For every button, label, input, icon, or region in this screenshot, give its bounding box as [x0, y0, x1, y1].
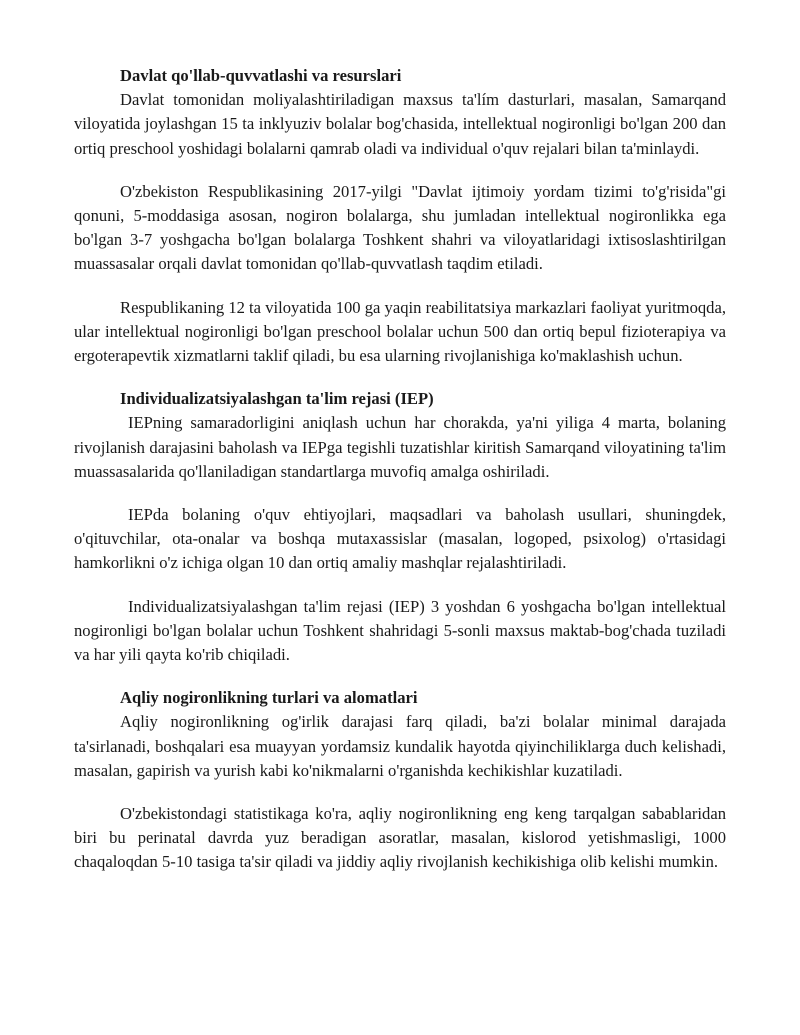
paragraph: O'zbekiston Respublikasining 2017-yilgi "Davlat ijtimoiy yordam tizimi to'g'risida"gi qonuni, 5-moddasiga asosan, nogiron bolalarga, shu jumladan intellektual nogironlikka ega bo'lgan 3-7 yoshgacha bo'lgan bolalarga Toshkent shahri va viloyatlaridagi ixtisoslashtirilgan muassasalar orqali davlat tomonidan qo'llab-quvvatlash taqdim etiladi. [74, 181, 726, 274]
section-heading: Aqliy nogironlikning turlari va alomatlari [120, 688, 418, 708]
section-heading: Davlat qo'llab-quvvatlashi va resurslari [120, 66, 402, 85]
document-page [74, 64, 726, 875]
paragraph: IEPda bolaning o'quv ehtiyojlari, maqsadlari va baholash usullari, shuningdek, o'qituvchilar, ota-onalar va boshqa mutaxassislar (masalan, logoped, psixolog) o'rtasidagi hamkorlikni o'z ichiga olgan 10 dan ortiq amaliy mashqlar rejalashtiriladi. [74, 505, 726, 573]
paragraph: Respublikaning 12 ta viloyatida 100 ga yaqin reabilitatsiya markazlari faoliyat yuritmoqda, ular intellektual nogironligi bo'lgan preschool bolalar uchun 500 dan ortiq bepul fizioterapiya va ergoterapevtik xizmatlarni taklif qiladi, bu esa ularning rivojlanishiga ko'maklashish uchun. [74, 297, 726, 366]
section-iep [74, 387, 726, 667]
section-spacer [74, 368, 726, 387]
section-spacer [74, 667, 726, 686]
paragraph-spacer [74, 277, 726, 296]
paragraph-spacer [74, 783, 726, 802]
paragraph: IEPning samaradorligini aniqlash uchun har chorakda, ya'ni yiliga 4 marta, bolaning rivojlanish darajasini baholash va IEPga tegishli tuzatishlar kiritish Samarqand viloyatining ta'lim muassasalarida qo'llaniladigan standartlarga muvofiq amalga oshiriladi. [74, 413, 726, 481]
paragraph: Individualizatsiyalashgan ta'lim rejasi (IEP) 3 yoshdan 6 yoshgacha bo'lgan intellektual nogironligi bo'lgan bolalar uchun Toshkent shahridagi 5-sonli maxsus maktab-bog'chada tuziladi va har yili qayta ko'rib chiqiladi. [74, 596, 726, 665]
paragraph-spacer [74, 576, 726, 595]
section-state-support [74, 64, 726, 368]
paragraph-spacer [74, 161, 726, 180]
paragraph: O'zbekistondagi statistikaga ko'ra, aqliy nogironlikning eng keng tarqalgan sabablaridan biri bu perinatal davrda yuz beradigan asoratlar, masalan, kislorod yetishmasligi, 1000 chaqaloqdan 5-10 tasiga ta'sir qiladi va jiddiy aqliy rivojlanish kechikishiga olib kelishi mumkin. [74, 804, 726, 872]
paragraph: Davlat tomonidan moliyalashtiriladigan maxsus ta'lím dasturlari, masalan, Samarqand viloyatida joylashgan 15 ta inklyuziv bolalar bog'chasida, intellektual nogironligi bo'lgan 200 dan ortiq preschool yoshidagi bolalarni qamrab oladi va individual o'quv rejalari bilan ta'minlaydi. [74, 90, 726, 158]
paragraph-spacer [74, 484, 726, 503]
paragraph: Aqliy nogironlikning og'irlik darajasi farq qiladi, ba'zi bolalar minimal darajada ta'sirlanadi, boshqalari esa muayyan yordamsiz kundalik hayotda qiyinchiliklarga duch kelishadi, masalan, gapirish va yurish kabi ko'nikmalarni o'rganishda kechikishlar kuzatiladi. [74, 712, 726, 780]
section-heading: Individualizatsiyalashgan ta'lim rejasi (IEP) [120, 389, 434, 409]
section-types-symptoms [74, 686, 726, 874]
